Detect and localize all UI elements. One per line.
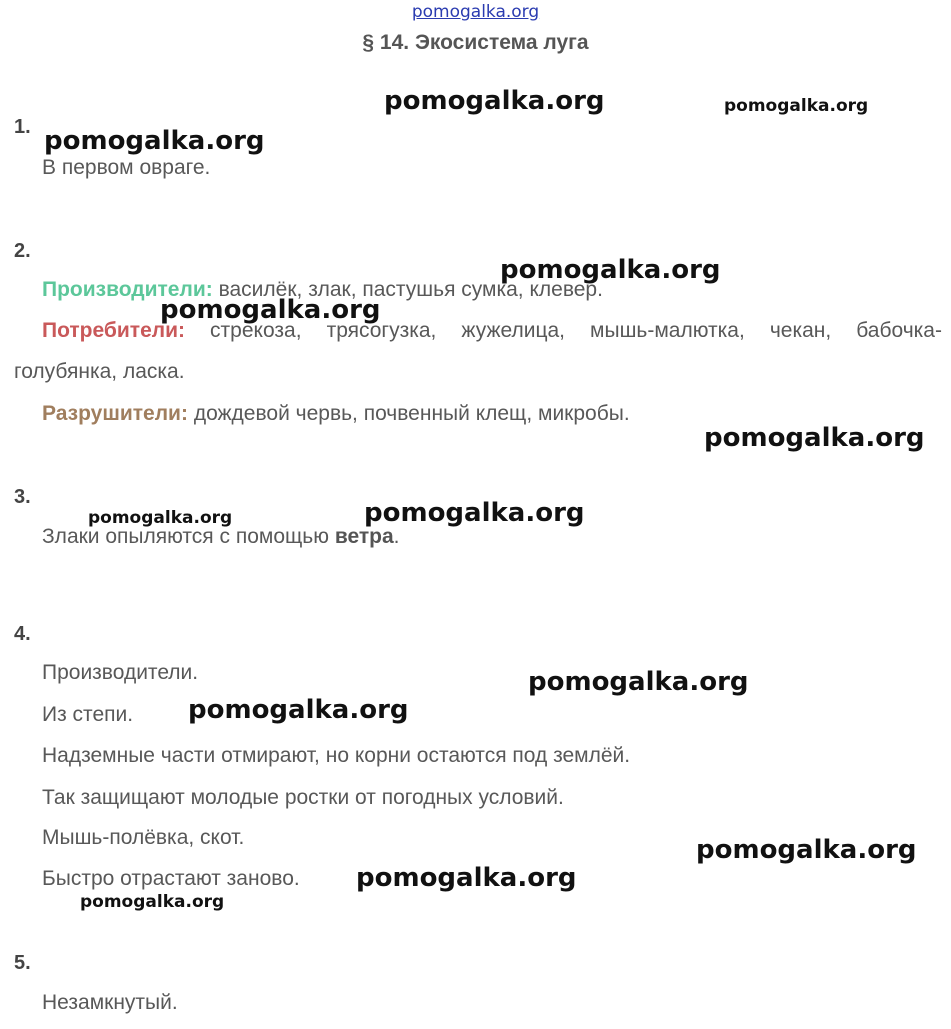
consumers-word: бабочка- bbox=[856, 319, 942, 342]
consumers-line bbox=[14, 319, 942, 343]
consumers-word: трясогузка, bbox=[326, 319, 437, 342]
answer-3-period: . bbox=[393, 525, 400, 548]
watermark: pomogalka.org bbox=[384, 86, 605, 116]
site-link[interactable]: pomogalka.org bbox=[411, 2, 540, 22]
watermark: pomogalka.org bbox=[528, 667, 749, 697]
watermark: pomogalka.org bbox=[364, 498, 585, 528]
watermark: pomogalka.org bbox=[44, 126, 265, 156]
answer-3-text bbox=[42, 525, 400, 549]
answer-4-number: 4. bbox=[14, 623, 31, 645]
decomposers-text: дождевой червь, почвенный клещ, микробы. bbox=[193, 402, 630, 425]
watermark: pomogalka.org bbox=[500, 255, 721, 285]
consumers-label: Потребители: bbox=[42, 319, 186, 342]
answer-4-line: Производители. bbox=[42, 661, 199, 684]
watermark: pomogalka.org bbox=[80, 892, 225, 912]
answer-4-line: Из степи. bbox=[42, 703, 134, 726]
watermark: pomogalka.org bbox=[160, 295, 381, 325]
decomposers-line bbox=[42, 402, 630, 426]
watermark: pomogalka.org bbox=[724, 96, 869, 116]
consumers-word: жужелица, bbox=[461, 319, 565, 342]
answer-1-text: В первом овраге. bbox=[42, 156, 211, 179]
answer-5-number: 5. bbox=[14, 952, 31, 974]
watermark: pomogalka.org bbox=[356, 863, 577, 893]
watermark: pomogalka.org bbox=[88, 508, 233, 528]
answer-4-line: Мышь-полёвка, скот. bbox=[42, 826, 245, 849]
answer-5-text: Незамкнутый. bbox=[42, 991, 178, 1014]
watermark: pomogalka.org bbox=[704, 423, 925, 453]
answer-4-line: Так защищают молодые ростки от погодных условий. bbox=[42, 786, 564, 809]
consumers-word: чекан, bbox=[769, 319, 832, 342]
answer-3-number: 3. bbox=[14, 486, 31, 508]
answer-1-number: 1. bbox=[14, 116, 31, 138]
answer-2-number: 2. bbox=[14, 240, 31, 262]
answer-4-line: Быстро отрастают заново. bbox=[42, 867, 300, 890]
consumers-word: стрекоза, bbox=[210, 319, 302, 342]
answer-4-line: Надземные части отмирают, но корни остаются под землёй. bbox=[42, 744, 631, 767]
watermark: pomogalka.org bbox=[696, 835, 917, 865]
producers-label: Производители: bbox=[42, 278, 213, 301]
watermark: pomogalka.org bbox=[188, 695, 409, 725]
producers-text: василёк, злак, пастушья сумка, клевер. bbox=[218, 278, 603, 301]
page-title: § 14. Экосистема луга bbox=[362, 31, 589, 54]
consumers-word: мышь-малютка, bbox=[590, 319, 745, 342]
answer-3-text-before: Злаки опыляются с помощью bbox=[42, 525, 329, 548]
answer-3-bold-word: ветра bbox=[334, 525, 394, 548]
consumers-continuation: голубянка, ласка. bbox=[14, 360, 185, 383]
decomposers-label: Разрушители: bbox=[42, 402, 188, 425]
